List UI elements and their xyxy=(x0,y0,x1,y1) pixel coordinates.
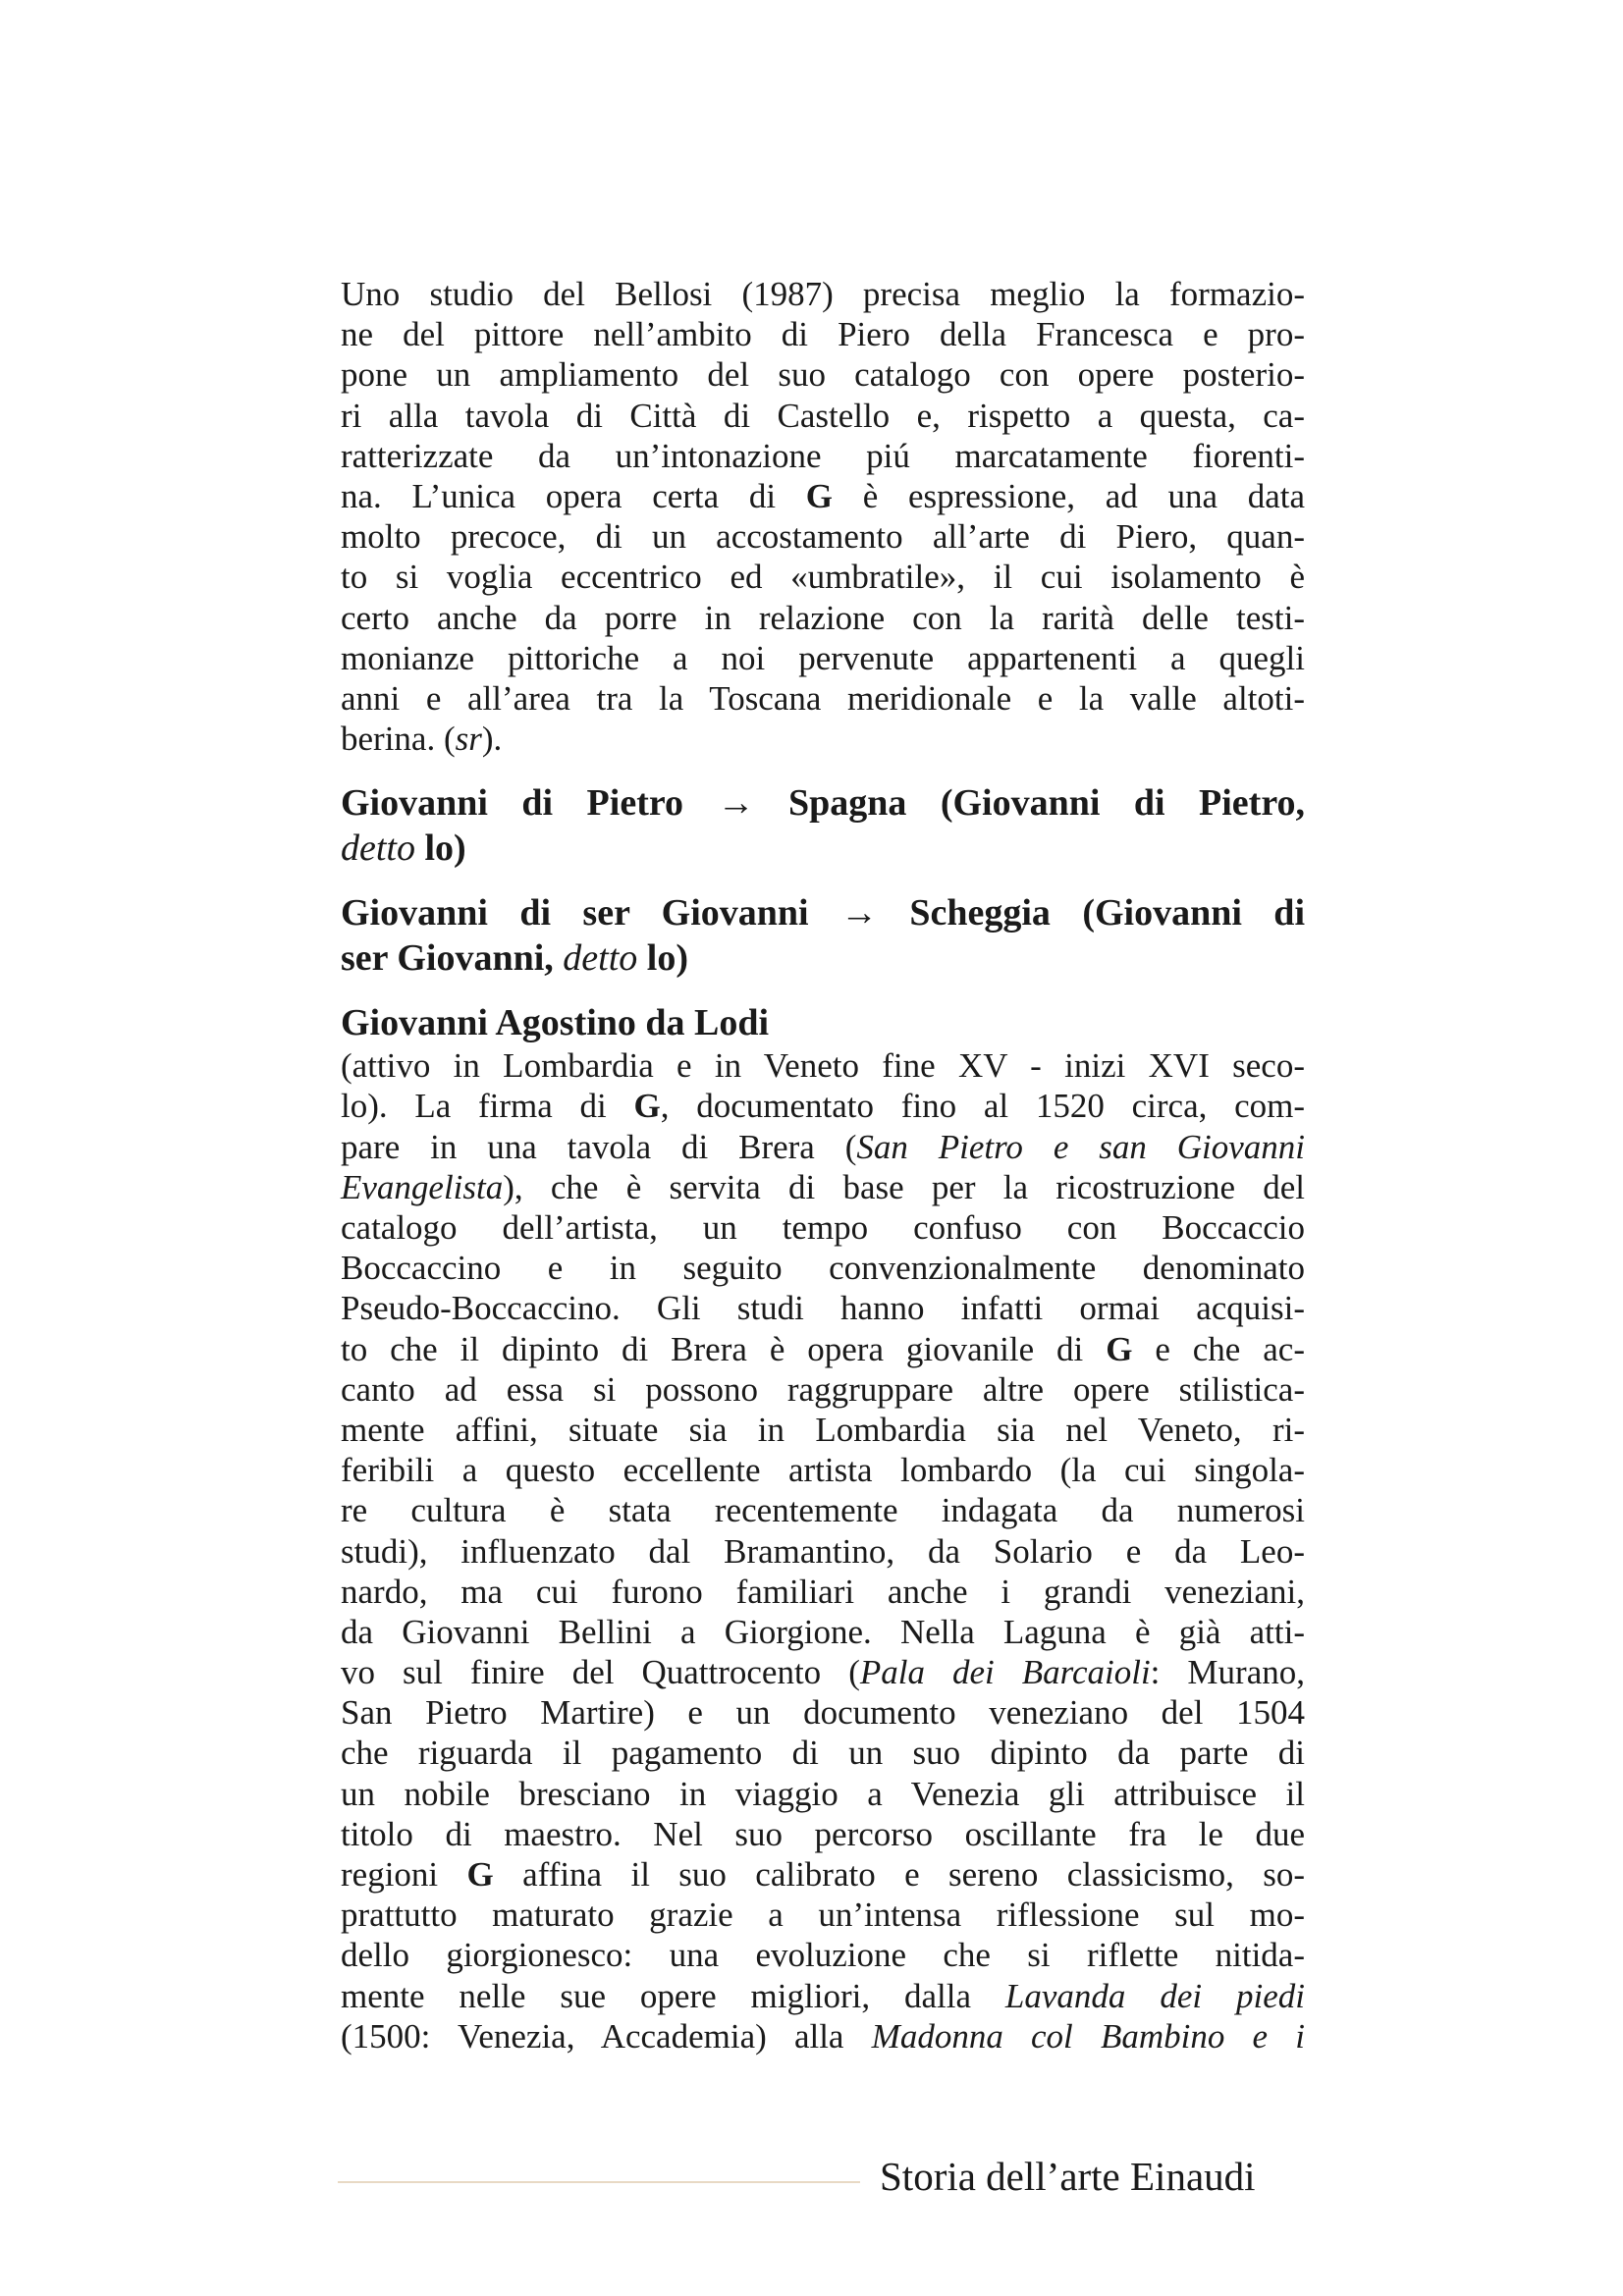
text-line: Pseudo-Boccaccino. Gli studi hanno infatti ormai acquisi- xyxy=(341,1289,1305,1328)
text-line: (1500: Venezia, Accademia) alla Madonna col Bambino e i xyxy=(341,2016,1305,2056)
text-line: re cultura è stata recentemente indagata da numerosi xyxy=(341,1491,1305,1530)
text-line: pone un ampliamento del suo catalogo con opere posterio- xyxy=(341,355,1305,395)
artwork-title: Evangelista xyxy=(341,1167,504,1206)
text-line: ratterizzate da un’intonazione piú marcatamente fiorenti- xyxy=(341,436,1305,475)
entry-heading: ser Giovanni, detto lo) xyxy=(341,937,688,980)
page-body xyxy=(341,274,1305,2056)
text-line: monianze pittoriche a noi pervenute appartenenti a quegli xyxy=(341,638,1305,677)
text-line: prattutto maturato grazie a un’intensa riflessione sul mo- xyxy=(341,1896,1305,1935)
text-line: titolo di maestro. Nel suo percorso oscillante fra le due xyxy=(341,1814,1305,1853)
text-line: mente nelle sue opere migliori, dalla Lavanda dei piedi xyxy=(341,1976,1305,2015)
text-line: (attivo in Lombardia e in Veneto fine XV - inizi XVI seco- xyxy=(341,1046,1305,1086)
text-line: ri alla tavola di Città di Castello e, rispetto a questa, ca- xyxy=(341,396,1305,435)
text-line: da Giovanni Bellini a Giorgione. Nella Laguna è già atti- xyxy=(341,1612,1305,1651)
artwork-title: San Pietro e san Giovanni xyxy=(856,1127,1305,1166)
entry-title: Giovanni Agostino da Lodi xyxy=(341,1002,770,1044)
entry-heading: detto lo) xyxy=(341,828,466,870)
author-initials: sr xyxy=(455,720,482,759)
paragraph-continuation xyxy=(341,274,1305,759)
text-line: un nobile bresciano in viaggio a Venezia gli attribuisce il xyxy=(341,1774,1305,1813)
text-line: studi), influenzato dal Bramantino, da Solario e da Leo- xyxy=(341,1531,1305,1571)
artwork-title: Madonna col Bambino e i xyxy=(871,2016,1305,2056)
text-line: nardo, ma cui furono familiari anche i grandi veneziani, xyxy=(341,1572,1305,1611)
text-line: Boccaccino e in seguito convenzionalmente denominato xyxy=(341,1249,1305,1288)
text-line: che riguarda il pagamento di un suo dipinto da parte di xyxy=(341,1734,1305,1773)
text-line: ne del pittore nell’ambito di Piero della Francesca e pro- xyxy=(341,315,1305,354)
artist-abbrev: G xyxy=(805,476,834,515)
text-line: mente affini, situate sia in Lombardia sia nel Veneto, ri- xyxy=(341,1410,1305,1449)
entry-heading: Giovanni di Pietro → Spagna (Giovanni di Pietro, xyxy=(341,782,1305,825)
artwork-title: Pala dei Barcaioli xyxy=(859,1653,1151,1692)
footer-rule xyxy=(338,2181,860,2183)
text-line: catalogo dell’artista, un tempo confuso con Boccaccio xyxy=(341,1208,1305,1247)
cross-reference-entry xyxy=(341,780,1305,871)
text-line: feribili a questo eccellente artista lombardo (la cui singola- xyxy=(341,1451,1305,1490)
artwork-title: Lavanda dei piedi xyxy=(1004,1976,1305,2015)
text-line: pare in una tavola di Brera (San Pietro e san Giovanni xyxy=(341,1127,1305,1166)
text-line: vo sul finire del Quattrocento (Pala dei Barcaioli: Murano, xyxy=(341,1653,1305,1692)
text-line: berina. (sr). xyxy=(341,720,503,759)
text-line: Uno studio del Bellosi (1987) precisa meglio la formazio- xyxy=(341,275,1305,313)
text-line: anni e all’area tra la Toscana meridionale e la valle altoti- xyxy=(341,678,1305,718)
text-line: molto precoce, di un accostamento all’arte di Piero, quan- xyxy=(341,517,1305,557)
text-line: certo anche da porre in relazione con la rarità delle testi- xyxy=(341,598,1305,637)
text-line: canto ad essa si possono raggruppare altre opere stilistica- xyxy=(341,1369,1305,1409)
cross-reference-entry xyxy=(341,890,1305,981)
text-line: na. L’unica opera certa di G è espressione, ad una data xyxy=(341,476,1305,515)
text-line: to che il dipinto di Brera è opera giovanile di G e che ac- xyxy=(341,1329,1305,1368)
text-line: regioni G affina il suo calibrato e sereno classicismo, so- xyxy=(341,1855,1305,1894)
text-line: dello giorgionesco: una evoluzione che si riflette nitida- xyxy=(341,1936,1305,1975)
dictionary-entry xyxy=(341,1000,1305,2056)
text-line: Evangelista), che è servita di base per la ricostruzione del xyxy=(341,1167,1305,1206)
text-line: lo). La firma di G, documentato fino al 1520 circa, com- xyxy=(341,1087,1306,1126)
text-line: San Pietro Martire) e un documento veneziano del 1504 xyxy=(341,1693,1305,1733)
text-line: to si voglia eccentrico ed «umbratile», il cui isolamento è xyxy=(341,558,1305,597)
footer-title: Storia dell’arte Einaudi xyxy=(880,2154,1256,2199)
entry-heading: Giovanni di ser Giovanni → Scheggia (Giovanni di xyxy=(341,892,1305,934)
